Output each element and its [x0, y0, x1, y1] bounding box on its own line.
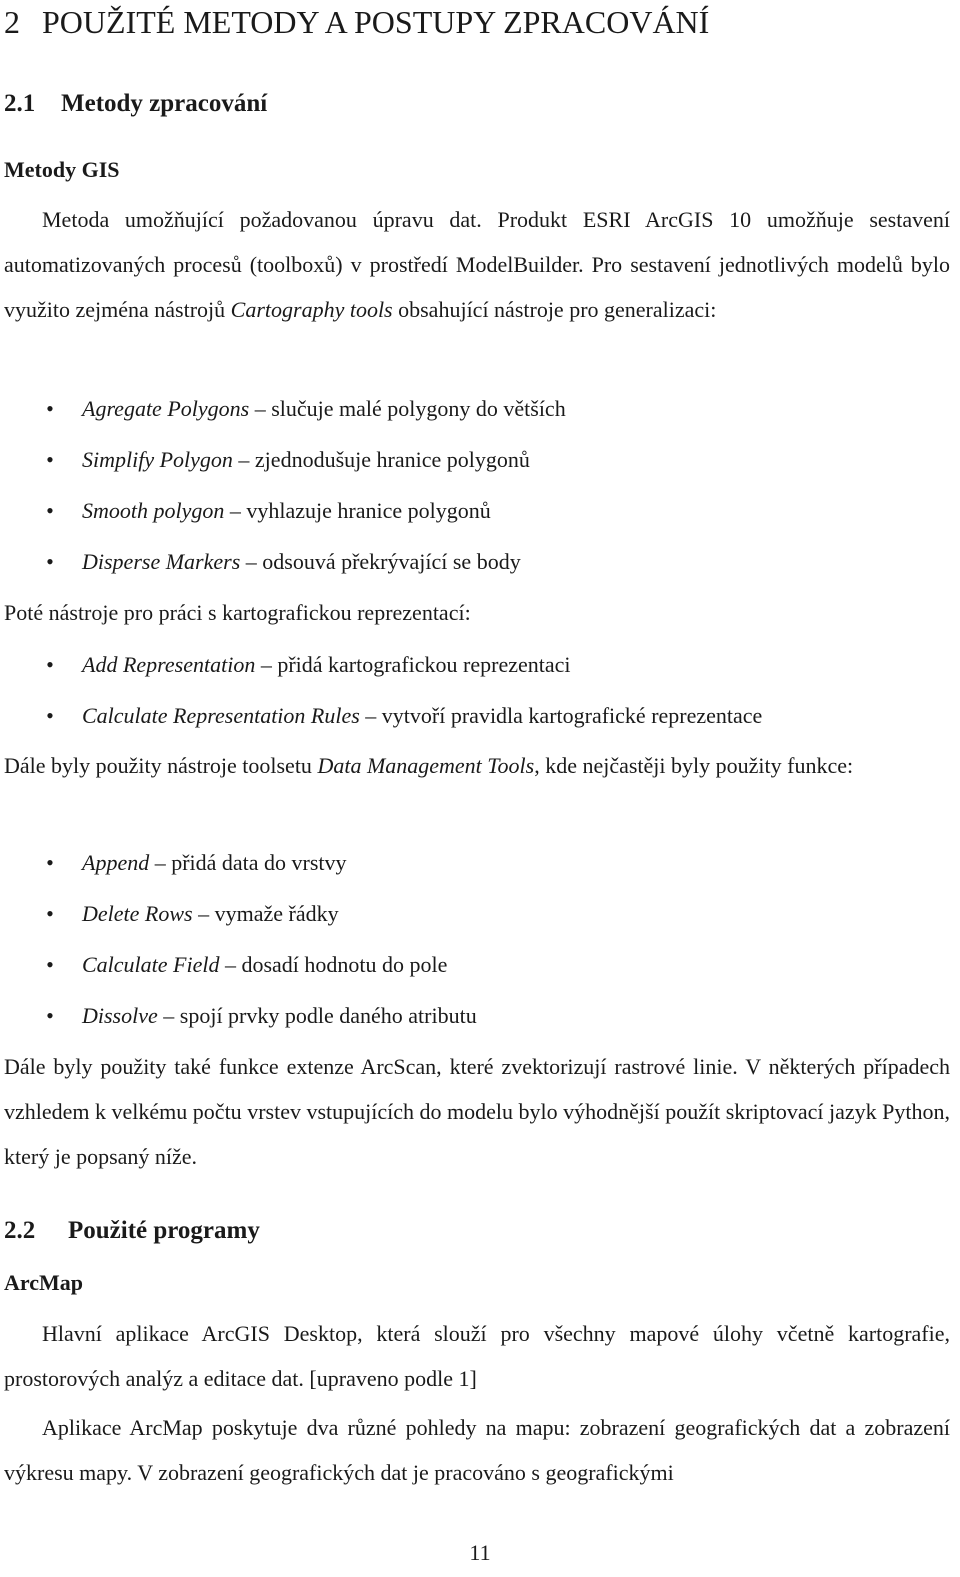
function-name: Dissolve	[82, 1003, 158, 1028]
function-description: – vymaže řádky	[192, 901, 339, 926]
function-description: – dosadí hodnotu do pole	[219, 952, 448, 977]
bullet-icon: •	[46, 498, 54, 523]
bullet-icon: •	[46, 952, 54, 977]
list-item	[0, 485, 950, 536]
tool-description: – vyhlazuje hranice polygonů	[224, 498, 491, 523]
list-item	[0, 837, 950, 888]
list-item	[0, 939, 950, 990]
tool-name: Disperse Markers	[82, 549, 241, 574]
bullet-icon: •	[46, 1003, 54, 1028]
list-item	[0, 639, 950, 690]
function-name: Append	[82, 850, 150, 875]
function-name: Delete Rows	[82, 901, 193, 926]
representation-tools-list	[0, 639, 950, 741]
section-heading-methods	[4, 88, 950, 120]
intro-text-end: obsahující nástroje pro generalizaci:	[392, 297, 717, 322]
section-title: Použité programy	[68, 1217, 260, 1244]
section-number: 2.1	[4, 90, 36, 117]
list-item	[0, 383, 950, 434]
list-item	[0, 690, 950, 741]
intro-text: Metoda umožňující požadovanou úpravu dat. Produkt ESRI ArcGIS 10 umožňuje sestavení automatizovaných procesů (toolboxů) v prostředí ModelBuilder. Pro sestavení jednotlivých modelů bylo využito zejména nástrojů	[4, 207, 950, 322]
function-description: – přidá data do vrstvy	[149, 850, 347, 875]
tool-name: Calculate Representation Rules	[82, 703, 360, 728]
bullet-icon: •	[46, 850, 54, 875]
list-item	[0, 888, 950, 939]
list-item	[0, 990, 950, 1041]
section-number: 2.2	[4, 1217, 36, 1244]
tool-name: Agregate Polygons	[82, 396, 250, 421]
dm-text: Dále byly použity nástroje toolsetu	[4, 753, 318, 778]
section-title: Metody zpracování	[61, 90, 268, 117]
intro-emphasis: Cartography tools	[230, 297, 393, 322]
paragraph-arcscan-python: Dále byly použity také funkce extenze ArcScan, které zvektorizují rastrové linie. V některých případech vzhledem k velkému počtu vrstev vstupujících do modelu bylo výhodnější použít skriptovací jazyk Python, který je popsaný níže.	[4, 1054, 950, 1169]
function-description: – spojí prvky podle daného atributu	[157, 1003, 477, 1028]
tool-description: – odsouvá překrývající se body	[240, 549, 521, 574]
bullet-icon: •	[46, 549, 54, 574]
bullet-icon: •	[46, 703, 54, 728]
paragraph-data-management	[4, 743, 950, 788]
tool-description: – zjednodušuje hranice polygonů	[232, 447, 530, 472]
paragraph-arcmap-1: Hlavní aplikace ArcGIS Desktop, která slouží pro všechny mapové úlohy včetně kartografie, prostorových analýz a editace dat. [upraveno podle 1]	[4, 1321, 950, 1391]
bullet-icon: •	[46, 447, 54, 472]
paragraph-gis-intro	[4, 197, 950, 332]
chapter-title: POUŽITÉ METODY A POSTUPY ZPRACOVÁNÍ	[42, 4, 710, 40]
function-name: Calculate Field	[82, 952, 220, 977]
chapter-number: 2	[4, 4, 20, 40]
tool-description: – slučuje malé polygony do větších	[249, 396, 566, 421]
list-item	[0, 434, 950, 485]
bullet-icon: •	[46, 901, 54, 926]
tool-name: Simplify Polygon	[82, 447, 233, 472]
subheading-gis: Metody GIS	[4, 157, 120, 182]
paragraph-arcmap-2: Aplikace ArcMap poskytuje dva různé pohledy na mapu: zobrazení geografických dat a zobrazení výkresu mapy. V zobrazení geografických dat je pracováno s geografickými	[4, 1415, 950, 1485]
section-heading-programs	[4, 1215, 950, 1247]
data-management-functions-list	[0, 837, 950, 1041]
dm-text-end: , kde nejčastěji byly použity funkce:	[534, 753, 854, 778]
bullet-icon: •	[46, 652, 54, 677]
paragraph-representation-intro: Poté nástroje pro práci s kartografickou reprezentací:	[4, 600, 471, 625]
tool-description: – vytvoří pravidla kartografické reprezentace	[359, 703, 763, 728]
bullet-icon: •	[46, 396, 54, 421]
chapter-heading	[4, 2, 950, 42]
page-number: 11	[469, 1540, 491, 1565]
tool-description: – přidá kartografickou reprezentaci	[255, 652, 571, 677]
list-item	[0, 536, 950, 587]
dm-emphasis: Data Management Tools	[317, 753, 535, 778]
tool-name: Add Representation	[82, 652, 256, 677]
generalization-tools-list	[0, 383, 950, 587]
subheading-arcmap: ArcMap	[4, 1270, 84, 1295]
tool-name: Smooth polygon	[82, 498, 225, 523]
